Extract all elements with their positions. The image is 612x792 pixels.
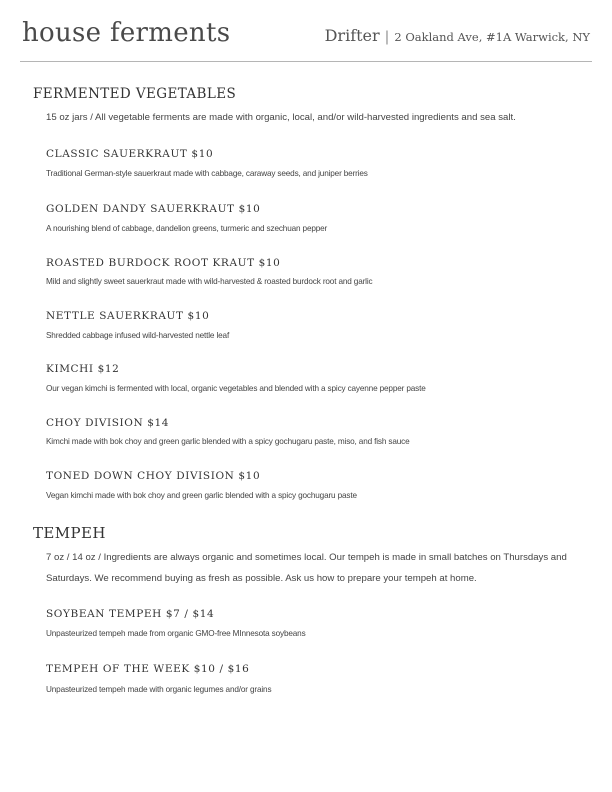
venue-separator: | bbox=[384, 29, 390, 45]
menu-item-name: NETTLE SAUERKRAUT $10 bbox=[46, 310, 210, 322]
brand-name: house ferments bbox=[22, 18, 231, 48]
menu-item-name: KIMCHI $12 bbox=[46, 363, 120, 375]
menu-item-description: Traditional German-style sauerkraut made with cabbage, caraway seeds, and juniper berries bbox=[46, 169, 368, 178]
header-divider bbox=[20, 61, 592, 62]
menu-item-description: Mild and slightly sweet sauerkraut made with wild-harvested & roasted burdock root and garlic bbox=[46, 277, 373, 286]
menu-item-description: Unpasteurized tempeh made from organic GMO-free MInnesota soybeans bbox=[46, 629, 306, 638]
menu-item-description: A nourishing blend of cabbage, dandelion greens, turmeric and szechuan pepper bbox=[46, 224, 328, 233]
menu-item-name: GOLDEN DANDY SAUERKRAUT $10 bbox=[46, 203, 261, 215]
section-note-fermented-vegetables: 15 oz jars / All vegetable ferments are made with organic, local, and/or wild-harvested ingredients and sea salt. bbox=[46, 112, 516, 123]
menu-item-description: Our vegan kimchi is fermented with local, organic vegetables and blended with a spicy cayenne pepper paste bbox=[46, 384, 426, 393]
menu-item-description: Kimchi made with bok choy and green garlic blended with a spicy gochugaru paste, miso, and fish sauce bbox=[46, 437, 410, 446]
menu-item-name: ROASTED BURDOCK ROOT KRAUT $10 bbox=[46, 257, 281, 269]
section-title-tempeh: TEMPEH bbox=[33, 524, 106, 542]
menu-item-name: TONED DOWN CHOY DIVISION $10 bbox=[46, 470, 261, 482]
section-note-tempeh: 7 oz / 14 oz / Ingredients are always organic and sometimes local. Our tempeh is made in small batches on Thursdays and Saturdays. We recommend buying as fresh as possible. Ask us how to prepare your tempeh at home. bbox=[46, 552, 567, 584]
venue-address: 2 Oakland Ave, #1A Warwick, NY bbox=[394, 30, 590, 44]
menu-item-name: CHOY DIVISION $14 bbox=[46, 417, 170, 429]
venue-name: Drifter bbox=[324, 26, 380, 45]
venue-info bbox=[325, 26, 590, 45]
menu-item-name: TEMPEH OF THE WEEK $10 / $16 bbox=[46, 663, 250, 675]
menu-item-description: Vegan kimchi made with bok choy and green garlic blended with a spicy gochugaru paste bbox=[46, 491, 357, 500]
menu-item-name: CLASSIC SAUERKRAUT $10 bbox=[46, 148, 214, 160]
menu-header bbox=[20, 18, 592, 60]
menu-item-description: Shredded cabbage infused wild-harvested nettle leaf bbox=[46, 331, 230, 340]
section-title-fermented-vegetables: FERMENTED VEGETABLES bbox=[33, 86, 237, 102]
menu-item-name: SOYBEAN TEMPEH $7 / $14 bbox=[46, 608, 215, 620]
menu-item-description: Unpasteurized tempeh made with organic legumes and/or grains bbox=[46, 685, 272, 694]
